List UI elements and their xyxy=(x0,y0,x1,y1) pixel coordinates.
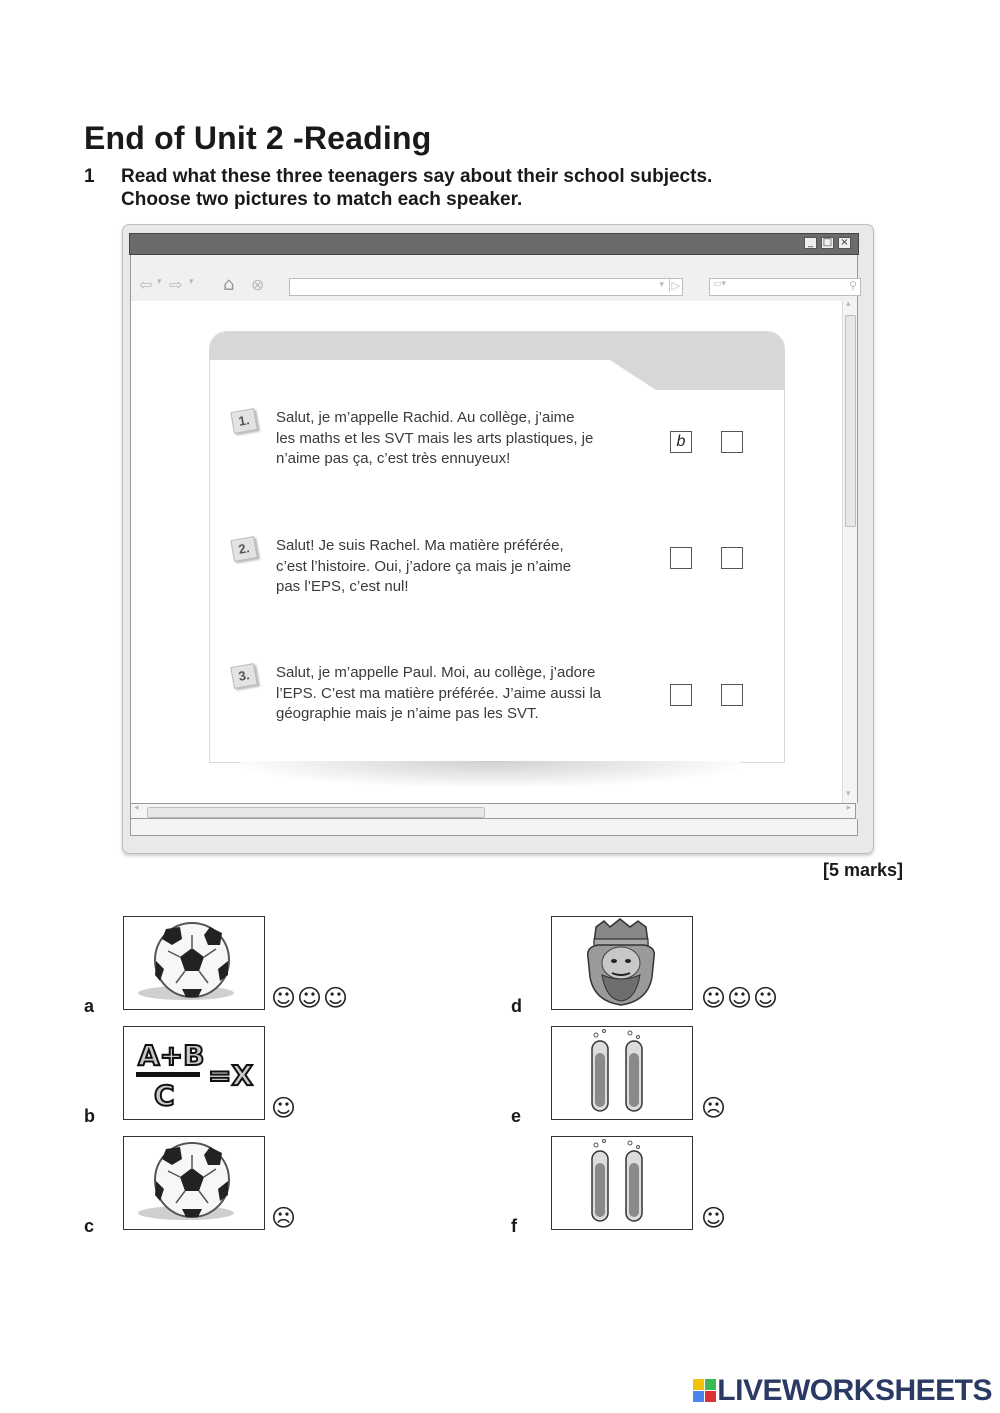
liveworksheets-logo-icon xyxy=(693,1379,717,1403)
card-header-band xyxy=(210,332,784,390)
question-number: 1 xyxy=(84,166,95,187)
option-letter: d xyxy=(511,996,522,1016)
liveworksheets-logo xyxy=(693,1374,992,1408)
search-box xyxy=(709,278,861,296)
horizontal-scrollbar xyxy=(130,803,856,819)
equation-numerator: A+B xyxy=(138,1039,205,1072)
football-picture xyxy=(123,1136,265,1230)
item-number-badge: 3. xyxy=(230,663,257,689)
close-icon: × xyxy=(838,237,851,249)
address-dropdown-icon: ▾ xyxy=(659,280,664,290)
scroll-left-icon: ◂ xyxy=(134,803,139,813)
science-picture xyxy=(551,1026,693,1120)
test-tubes-icon xyxy=(552,1137,692,1229)
browser-titlebar xyxy=(129,233,859,255)
king-icon xyxy=(552,917,692,1009)
item-line: les maths et les SVT mais les arts plastiques, je xyxy=(276,429,594,447)
option-letter: f xyxy=(511,1216,517,1236)
rating-faces: ☹ xyxy=(701,1094,728,1122)
scroll-down-icon: ▾ xyxy=(846,789,851,799)
vertical-scrollbar xyxy=(842,301,858,803)
home-icon: ⌂ xyxy=(223,274,235,295)
card-shadow xyxy=(241,761,741,787)
option-letter: c xyxy=(84,1216,95,1236)
browser-statusbar xyxy=(130,819,858,836)
item-line: l’EPS. C’est ma matière préférée. J’aime aussi la xyxy=(276,684,602,702)
item-line: c’est l’histoire. Oui, j’adore ça mais je n’aime xyxy=(276,557,572,575)
address-bar xyxy=(289,278,683,296)
item-line: Salut, je m’appelle Rachid. Au collège, j’aime xyxy=(276,409,575,426)
item-number-badge: 2. xyxy=(230,536,257,562)
equation-result: =X xyxy=(208,1059,254,1092)
king-picture xyxy=(551,916,693,1010)
browser-toolbar xyxy=(130,255,858,301)
item-line: géographie mais je n’aime pas les SVT. xyxy=(276,705,539,722)
stop-icon: ⊗ xyxy=(251,275,265,294)
question-instruction-1: Read what these three teenagers say about their school subjects. xyxy=(121,166,713,187)
test-tubes-icon xyxy=(552,1027,692,1119)
maximize-icon: □ xyxy=(822,237,833,248)
item-number-badge: 1. xyxy=(230,408,257,434)
quiz-card xyxy=(209,331,785,763)
option-letter: a xyxy=(84,996,95,1016)
item-text-2 xyxy=(276,536,616,598)
brand-suffix: WORKSHEETS xyxy=(781,1374,992,1407)
answer-box-3a[interactable] xyxy=(670,684,692,706)
go-icon: ▷ xyxy=(669,279,680,292)
scroll-up-icon: ▴ xyxy=(846,299,851,309)
brand-prefix: LIVE xyxy=(717,1374,782,1407)
football-icon xyxy=(124,917,264,1009)
horizontal-scroll-thumb xyxy=(147,807,485,818)
option-letter: b xyxy=(84,1106,95,1126)
back-dropdown-icon: ▾ xyxy=(157,277,162,287)
football-picture xyxy=(123,916,265,1010)
answer-box-3b[interactable] xyxy=(721,684,743,706)
item-line: n’aime pas ça, c’est très ennuyeux! xyxy=(276,450,511,467)
browser-window xyxy=(122,224,874,854)
search-engine-icon: ▭▾ xyxy=(713,279,727,289)
football-icon xyxy=(124,1137,264,1229)
marks-label: [5 marks] xyxy=(822,860,903,880)
maths-picture xyxy=(123,1026,265,1120)
item-line: pas l’EPS, c’est nul! xyxy=(276,578,409,595)
answer-box-1a[interactable]: b xyxy=(670,431,692,453)
answer-box-2a[interactable] xyxy=(670,547,692,569)
science-picture xyxy=(551,1136,693,1230)
item-line: Salut, je m’appelle Paul. Moi, au collège, j’adore xyxy=(276,664,596,681)
search-icon: ⚲ xyxy=(848,279,857,292)
rating-faces: ☺☺☺ xyxy=(701,984,780,1012)
vertical-scroll-thumb xyxy=(845,315,856,527)
equation-denominator: C xyxy=(154,1079,175,1112)
question-instruction-2: Choose two pictures to match each speaker. xyxy=(121,189,523,210)
page-title: End of Unit 2 -Reading xyxy=(84,120,432,156)
answer-box-1b[interactable] xyxy=(721,431,743,453)
item-text-1 xyxy=(276,408,616,470)
forward-arrow-icon: ⇨ xyxy=(169,275,183,294)
item-line: Salut! Je suis Rachel. Ma matière préférée, xyxy=(276,537,564,554)
rating-faces: ☺ xyxy=(271,1094,298,1122)
scroll-right-icon: ▸ xyxy=(846,803,851,813)
item-text-3 xyxy=(276,663,616,725)
answer-box-2b[interactable] xyxy=(721,547,743,569)
minimize-icon: _ xyxy=(804,237,817,249)
forward-dropdown-icon: ▾ xyxy=(189,277,194,287)
equation-icon xyxy=(124,1027,264,1119)
rating-faces: ☺ xyxy=(701,1204,728,1232)
back-arrow-icon: ⇦ xyxy=(139,275,153,294)
rating-faces: ☺☺☺ xyxy=(271,984,350,1012)
option-letter: e xyxy=(511,1106,522,1126)
browser-viewport xyxy=(130,301,843,803)
rating-faces: ☹ xyxy=(271,1204,298,1232)
